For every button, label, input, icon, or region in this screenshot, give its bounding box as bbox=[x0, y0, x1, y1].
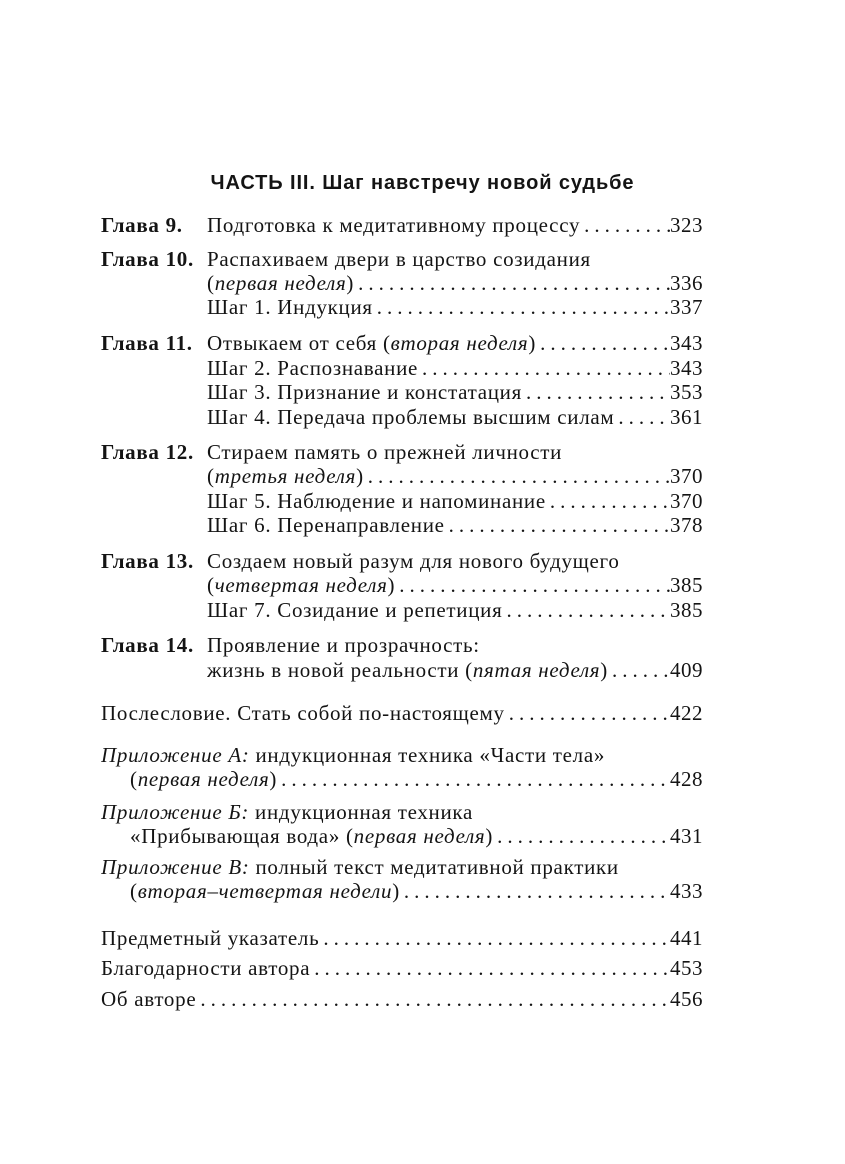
entry-title bbox=[207, 356, 418, 381]
dot-leader bbox=[400, 879, 670, 904]
entry-text: полный текст медитативной практики bbox=[249, 855, 619, 879]
entry-text: Подготовка к медитативному процессу bbox=[207, 213, 581, 237]
chapter-label: Глава 11. bbox=[101, 331, 193, 355]
dot-leader bbox=[277, 767, 670, 792]
chapter-label: Глава 12. bbox=[101, 440, 194, 464]
entry-title bbox=[207, 440, 562, 465]
dot-leader bbox=[614, 405, 670, 430]
toc-entry bbox=[207, 549, 703, 574]
entry-italic: вторая–четвертая недели bbox=[137, 879, 393, 903]
entry-title bbox=[130, 879, 400, 904]
dot-leader bbox=[522, 380, 670, 405]
page-number: 409 bbox=[670, 658, 703, 682]
entry-italic: первая неделя bbox=[353, 824, 486, 848]
appendix-label: Приложение В: bbox=[101, 855, 250, 879]
toc-entry bbox=[207, 271, 703, 296]
entry-text: Шаг 1. Индукция bbox=[207, 295, 373, 319]
entry-title bbox=[130, 824, 493, 849]
toc-entry bbox=[130, 824, 703, 849]
entry-text: жизнь в новой реальности ( bbox=[207, 658, 473, 682]
entry-text: Предметный указатель bbox=[101, 926, 320, 950]
dot-leader bbox=[580, 213, 670, 238]
toc-entry-about-author bbox=[101, 987, 703, 1012]
entry-title bbox=[207, 598, 502, 623]
dot-leader bbox=[395, 573, 670, 598]
page-number: 370 bbox=[670, 464, 703, 488]
dot-leader bbox=[536, 331, 670, 356]
entry-title bbox=[101, 956, 310, 981]
entry-text: Послесловие. Стать собой по-настоящему bbox=[101, 701, 505, 725]
entry-title bbox=[207, 405, 614, 430]
entry-text: ) bbox=[485, 824, 494, 848]
toc-entry-appendix bbox=[101, 855, 703, 880]
entry-text: Шаг 5. Наблюдение и напоминание bbox=[207, 489, 546, 513]
toc-entry-index bbox=[101, 926, 703, 951]
page-number: 337 bbox=[670, 295, 703, 319]
toc-entry bbox=[207, 295, 703, 320]
toc-entry bbox=[207, 658, 703, 683]
toc-entry bbox=[207, 598, 703, 623]
dot-leader bbox=[493, 824, 670, 849]
chapter-label: Глава 13. bbox=[101, 549, 194, 573]
entry-text: индукционная техника «Части тела» bbox=[249, 743, 606, 767]
entry-text: Об авторе bbox=[101, 987, 197, 1011]
dot-leader bbox=[310, 956, 670, 981]
entry-title bbox=[207, 573, 395, 598]
entry-title bbox=[101, 926, 319, 951]
entry-text: ) bbox=[356, 464, 364, 488]
entry-italic: вторая неделя bbox=[390, 331, 529, 355]
entry-text: ) bbox=[346, 271, 355, 295]
entry-text: Стираем память о прежней личности bbox=[207, 440, 563, 464]
dot-leader bbox=[196, 987, 670, 1012]
page-number: 336 bbox=[670, 271, 703, 295]
entry-text: Проявление и прозрачность: bbox=[207, 633, 480, 657]
entry-text: Благодарности автора bbox=[101, 956, 311, 980]
entry-italic: первая неделя bbox=[137, 767, 270, 791]
dot-leader bbox=[502, 598, 670, 623]
page-number: 343 bbox=[670, 356, 703, 380]
dot-leader bbox=[364, 464, 670, 489]
page-number: 378 bbox=[670, 513, 703, 537]
toc-entry bbox=[130, 879, 703, 904]
toc-entry bbox=[207, 633, 703, 658]
page-number: 456 bbox=[670, 987, 703, 1011]
appendix-label: Приложение А: bbox=[101, 743, 250, 767]
dot-leader bbox=[445, 513, 670, 538]
entry-title bbox=[101, 800, 473, 825]
dot-leader bbox=[546, 489, 670, 514]
entry-text: Отвыкаем от себя ( bbox=[207, 331, 391, 355]
toc-entry-afterword bbox=[101, 701, 703, 726]
entry-text: ( bbox=[207, 271, 215, 295]
appendix-label: Приложение Б: bbox=[101, 800, 250, 824]
entry-text: ( bbox=[130, 767, 138, 791]
toc-entry bbox=[207, 573, 703, 598]
toc-entry bbox=[207, 380, 703, 405]
chapter-label: Глава 14. bbox=[101, 633, 194, 657]
page-number: 428 bbox=[670, 767, 703, 791]
page-number: 323 bbox=[670, 213, 703, 237]
entry-title bbox=[207, 247, 591, 272]
entry-italic: первая неделя bbox=[214, 271, 347, 295]
entry-title bbox=[207, 658, 608, 683]
toc-entry bbox=[207, 513, 703, 538]
page-number: 453 bbox=[670, 956, 703, 980]
entry-italic: пятая неделя bbox=[472, 658, 601, 682]
entry-title bbox=[130, 767, 277, 792]
part-heading: ЧАСТЬ III. Шаг навстречу новой судьбе bbox=[210, 172, 635, 194]
page-number: 385 bbox=[670, 598, 703, 622]
entry-text: индукционная техника bbox=[249, 800, 474, 824]
chapter-label: Глава 9. bbox=[101, 213, 183, 237]
page-number: 385 bbox=[670, 573, 703, 597]
entry-italic: четвертая неделя bbox=[214, 573, 388, 597]
dot-leader bbox=[319, 926, 670, 951]
entry-title bbox=[101, 743, 605, 768]
entry-text: Создаем новый разум для нового будущего bbox=[207, 549, 620, 573]
page-number: 422 bbox=[670, 701, 703, 725]
entry-title bbox=[101, 855, 619, 880]
page-number: 361 bbox=[670, 405, 703, 429]
toc-entry bbox=[207, 356, 703, 381]
toc-entry bbox=[207, 464, 703, 489]
entry-text: ( bbox=[207, 573, 215, 597]
entry-text: Шаг 2. Распознавание bbox=[207, 356, 419, 380]
page-number: 343 bbox=[670, 331, 703, 355]
entry-title bbox=[207, 489, 546, 514]
entry-title bbox=[207, 213, 580, 238]
toc-entry-appendix bbox=[101, 743, 703, 768]
entry-text: ( bbox=[207, 464, 215, 488]
entry-text: Шаг 6. Перенаправление bbox=[207, 513, 445, 537]
entry-text: ) bbox=[387, 573, 396, 597]
dot-leader bbox=[418, 356, 670, 381]
entry-title bbox=[207, 295, 373, 320]
toc-entry bbox=[207, 247, 703, 272]
toc-entry-appendix bbox=[101, 800, 703, 825]
page-number: 441 bbox=[670, 926, 703, 950]
entry-text: ) bbox=[528, 331, 537, 355]
dot-leader bbox=[354, 271, 670, 296]
entry-title bbox=[207, 549, 620, 574]
entry-text: Шаг 7. Созидание и репетиция bbox=[207, 598, 503, 622]
toc-entry bbox=[207, 331, 703, 356]
toc-entry-acknowledgements bbox=[101, 956, 703, 981]
page-number: 353 bbox=[670, 380, 703, 404]
entry-text: ( bbox=[130, 879, 138, 903]
toc-entry bbox=[207, 489, 703, 514]
entry-text: Шаг 4. Передача проблемы высшим силам bbox=[207, 405, 615, 429]
entry-text: Распахиваем двери в царство созидания bbox=[207, 247, 591, 271]
entry-title bbox=[207, 271, 354, 296]
entry-text: Шаг 3. Признание и констатация bbox=[207, 380, 522, 404]
entry-title bbox=[207, 380, 522, 405]
page-number: 370 bbox=[670, 489, 703, 513]
entry-italic: третья неделя bbox=[214, 464, 357, 488]
entry-title bbox=[207, 633, 480, 658]
entry-text: ) bbox=[392, 879, 400, 903]
dot-leader bbox=[608, 658, 670, 683]
entry-text: ) bbox=[269, 767, 278, 791]
entry-text: ) bbox=[600, 658, 608, 682]
entry-title bbox=[101, 701, 505, 726]
toc-entry bbox=[207, 213, 703, 238]
entry-title bbox=[207, 331, 536, 356]
chapter-label: Глава 10. bbox=[101, 247, 194, 271]
page-number: 433 bbox=[670, 879, 703, 903]
toc-entry bbox=[207, 405, 703, 430]
toc-entry bbox=[130, 767, 703, 792]
entry-title bbox=[101, 987, 196, 1012]
entry-title bbox=[207, 513, 445, 538]
entry-text: «Прибывающая вода» ( bbox=[130, 824, 354, 848]
page-number: 431 bbox=[670, 824, 703, 848]
entry-title bbox=[207, 464, 364, 489]
toc-entry bbox=[207, 440, 703, 465]
dot-leader bbox=[373, 295, 670, 320]
dot-leader bbox=[505, 701, 670, 726]
